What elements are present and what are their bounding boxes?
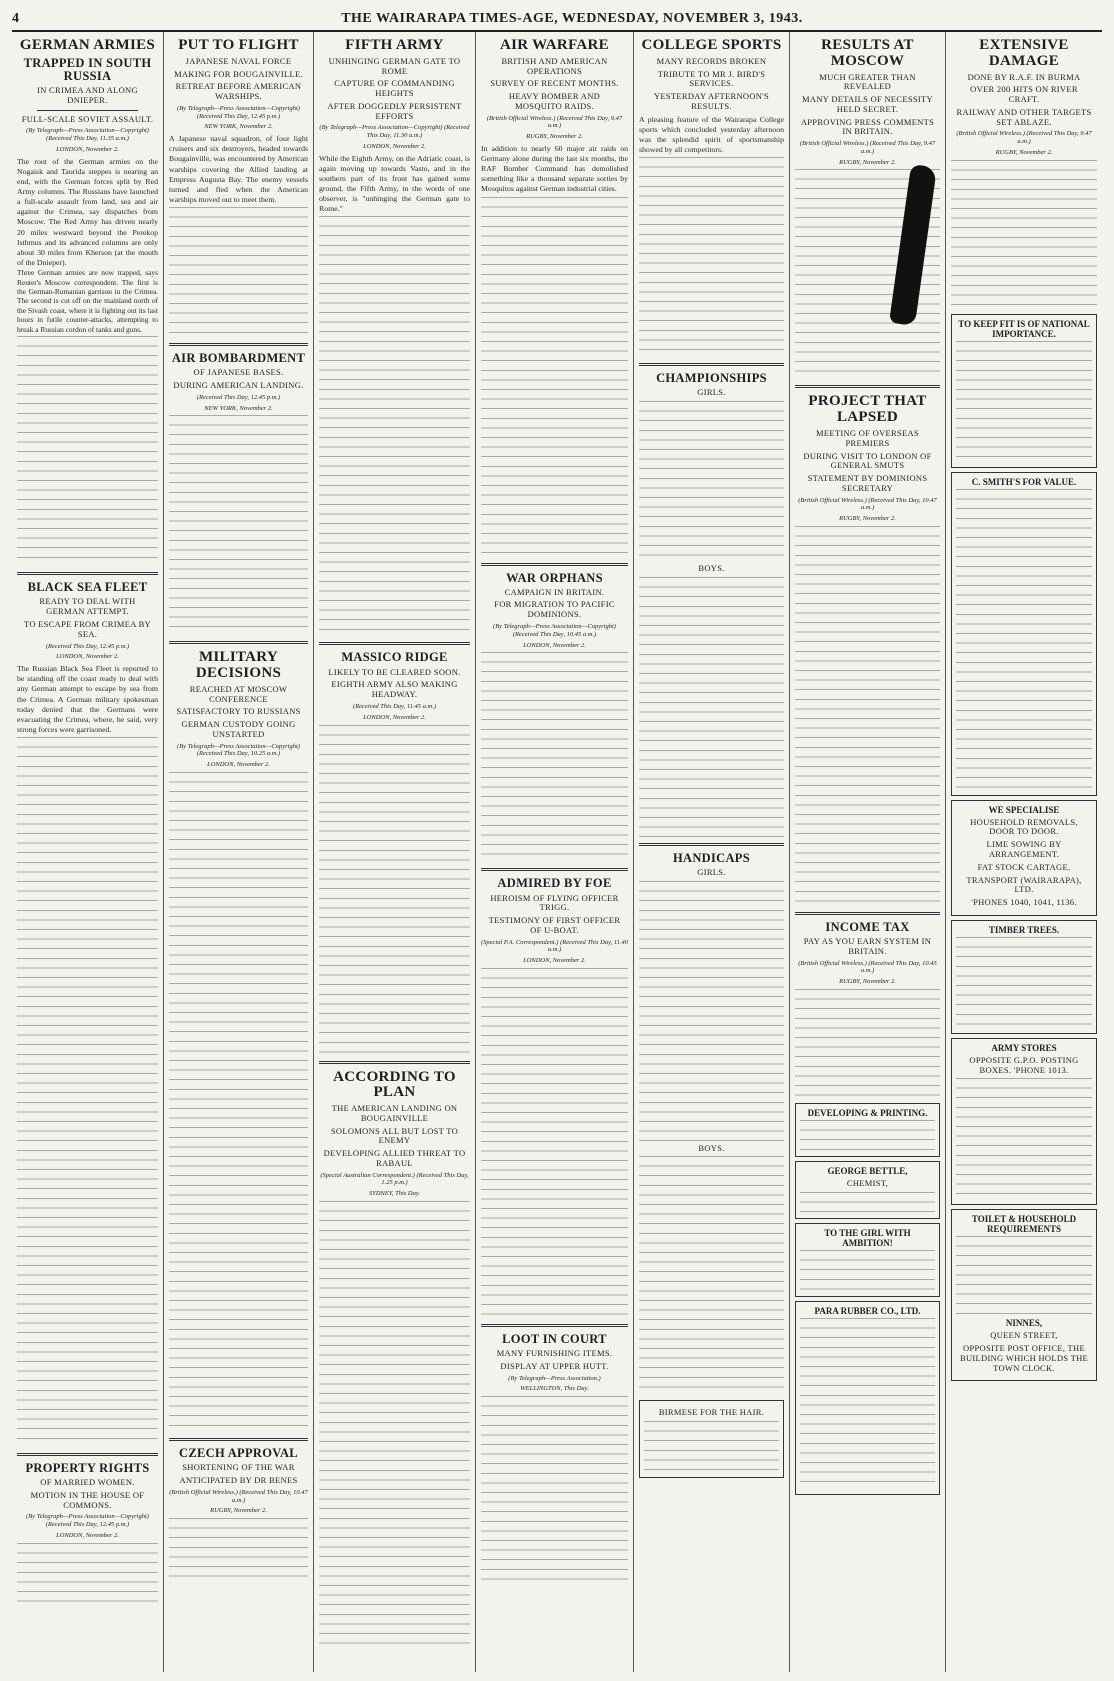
- article-text-block: [481, 968, 628, 1318]
- subhead: MANY FURNISHING ITEMS.: [496, 1348, 613, 1359]
- subhead: MOTION IN THE HOUSE OF COMMONS.: [30, 1489, 145, 1510]
- column-2: [164, 32, 314, 1672]
- dateline: LONDON, November 2.: [363, 142, 426, 150]
- article-body: Three German armies are now trapped, says Reuter's Moscow correspondent. The first is the German-Rumanian garrison in the Crimea. The second is cut off on the mainland north of the Sivash coast, where it is fighting out its last hours in futile counter-attacks, attempting to break a Russian cordon of tanks and guns.: [17, 268, 158, 334]
- subhead-boys: BOYS.: [698, 562, 725, 573]
- subhead: AFTER DOGGEDLY PERSISTENT EFFORTS: [327, 100, 462, 121]
- headline-put-to-flight: PUT TO FLIGHT: [178, 37, 299, 53]
- headline-air-bombardment: AIR BOMBARDMENT: [171, 351, 306, 366]
- headline-fifth-army: FIFTH ARMY: [345, 37, 444, 53]
- subhead-boys: BOYS.: [698, 1142, 725, 1153]
- subhead: HEAVY BOMBER AND MOSQUITO RAIDS.: [508, 91, 601, 111]
- credit-line: (British Official Wireless.) (Received This Day, 9.47 a.m.): [956, 130, 1092, 146]
- ad-title: ARMY STORES: [991, 1042, 1057, 1053]
- ad-subtitle: CHEMIST,: [846, 1178, 889, 1189]
- results-text-block: [639, 577, 784, 837]
- ad-title: GEORGE BETTLE,: [827, 1166, 908, 1177]
- advertisement-developing: [795, 1103, 940, 1157]
- credit-line: (By Telegraph—Press Association—Copyright) (Received This Day, 12.45 p.m.): [177, 104, 300, 120]
- advertisement-para-rubber: [795, 1301, 940, 1495]
- ad-title: TO THE GIRL WITH AMBITION!: [824, 1227, 911, 1248]
- article-text-block: [795, 526, 940, 906]
- article-text-block: [481, 1396, 628, 1586]
- subhead: PAY AS YOU EARN SYSTEM IN BRITAIN.: [803, 936, 932, 956]
- subhead: FOR MIGRATION TO PACIFIC DOMINIONS.: [494, 599, 615, 620]
- headline-admired-by-foe: ADMIRED BY FOE: [497, 876, 612, 891]
- results-text-block: [639, 1156, 784, 1396]
- credit-line: (By Telegraph—Press Association—Copyright) (Received This Day, 11.30 a.m.): [319, 124, 470, 140]
- subhead: YESTERDAY AFTERNOON'S RESULTS.: [653, 91, 770, 111]
- subhead: TO ESCAPE FROM CRIMEA BY SEA.: [23, 619, 151, 639]
- column-3: [314, 32, 476, 1672]
- headline-war-orphans: WAR ORPHANS: [506, 570, 603, 585]
- headline-extensive-damage: EXTENSIVE DAMAGE: [979, 37, 1069, 69]
- subhead: STATEMENT BY DOMINIONS SECRETARY: [807, 473, 928, 493]
- credit-line: (British Official Wireless.) (Received This Day, 9.47 a.m.): [486, 114, 623, 130]
- ad-title: PARA RUBBER CO., LTD.: [814, 1305, 921, 1316]
- credit-line: (Special P.A. Correspondent.) (Received This Day, 11.40 a.m.): [481, 938, 629, 954]
- article-text-block: [319, 1201, 470, 1651]
- headline-championships: CHAMPIONSHIPS: [656, 371, 767, 386]
- credit-line: (By Telegraph—Press Association—Copyright) (Received This Day, 11.35 a.m.): [26, 127, 149, 143]
- ad-line: OPPOSITE POST OFFICE, THE BUILDING WHICH HOLDS THE TOWN CLOCK.: [960, 1343, 1089, 1373]
- subhead: SHORTENING OF THE WAR: [182, 1462, 295, 1473]
- ad-title: TIMBER TREES.: [988, 924, 1060, 935]
- article-text-block: [169, 1518, 308, 1578]
- subhead: FULL-SCALE SOVIET ASSAULT.: [21, 113, 154, 124]
- dateline: RUGBY, November 2.: [839, 158, 896, 166]
- dateline: RUGBY, November 2.: [995, 148, 1053, 156]
- subhead: CAMPAIGN IN BRITAIN.: [504, 586, 605, 597]
- article-lead: The Russian Black Sea Fleet is reported to be standing off the coast ready to deal with any German attempt to escape by sea from the Crimea. A German military spokesman today denied that the Germans were evacuating the Crimea, where, he said, very strong forces were garrisoned.: [17, 664, 158, 734]
- subhead: DISPLAY AT UPPER HUTT.: [500, 1360, 609, 1371]
- subhead: EIGHTH ARMY ALSO MAKING HEADWAY.: [331, 679, 458, 700]
- masthead: [12, 8, 1102, 32]
- ad-line: QUEEN STREET,: [990, 1330, 1058, 1341]
- dateline: LONDON, November 2.: [56, 653, 119, 661]
- subhead: TRIBUTE TO MR J. BIRD'S SERVICES.: [657, 68, 766, 89]
- headline-german-armies: GERMAN ARMIES: [19, 37, 156, 53]
- credit-line: (By Telegraph—Press Association.): [508, 1374, 601, 1382]
- ad-title: TO KEEP FIT IS OF NATIONAL IMPORTANCE.: [958, 318, 1090, 339]
- subhead: GERMAN CUSTODY GOING UNSTARTED: [181, 719, 296, 739]
- subhead: BRITISH AND AMERICAN OPERATIONS: [501, 55, 608, 76]
- advertisement-timber: [951, 920, 1097, 1034]
- credit-line: (British Official Wireless.) (Received This Day, 10.47 a.m.): [798, 496, 937, 512]
- article-text-block: [951, 160, 1097, 310]
- subhead: MEETING OF OVERSEAS PREMIERS: [816, 427, 919, 448]
- subhead: DURING AMERICAN LANDING.: [173, 379, 304, 390]
- headline-czech-approval: CZECH APPROVAL: [179, 1446, 298, 1461]
- headline-results-at-moscow: RESULTS AT MOSCOW: [821, 37, 914, 69]
- subhead: RETREAT BEFORE AMERICAN WARSHIPS.: [175, 81, 302, 102]
- dateline: RUGBY, November 2.: [839, 515, 896, 523]
- article-lead: A pleasing feature of the Wairarapa College sports which concluded yesterday afternoon was the splendid spirit of sportsmanship showed by all competitors.: [639, 114, 784, 154]
- headline-massico-ridge: MASSICO RIDGE: [341, 650, 448, 665]
- ad-phone: 'PHONES 1040, 1041, 1136.: [971, 897, 1077, 908]
- subhead-girls: GIRLS.: [697, 866, 726, 877]
- article-lead: A Japanese naval squadron, of four light cruisers and six destroyers, headed towards Bougainville, was encountered by American warships covering the Allied landing at Empress Augusta Bay. The enemy vessels turned and fled when the American warships moved out to meet them.: [169, 134, 308, 204]
- headline-loot-in-court: LOOT IN COURT: [502, 1331, 607, 1346]
- subhead: OF JAPANESE BASES.: [193, 367, 284, 378]
- headline-handicaps: HANDICAPS: [672, 850, 750, 865]
- column-1: [12, 32, 164, 1672]
- dateline: RUGBY, November 2.: [210, 1507, 267, 1515]
- subhead: TRAPPED IN SOUTH RUSSIA: [23, 55, 152, 83]
- subhead: OVER 200 HITS ON RIVER CRAFT.: [970, 84, 1078, 105]
- ad-title: C. SMITH'S FOR VALUE.: [971, 476, 1077, 487]
- credit-line: (Received This Day, 12.45 p.m.): [196, 393, 281, 401]
- columns: [12, 32, 1102, 1672]
- subhead: RAILWAY AND OTHER TARGETS SET ABLAZE.: [956, 106, 1092, 127]
- headline-college-sports: COLLEGE SPORTS: [641, 37, 782, 53]
- credit-line: (Received This Day, 12.45 p.m.): [45, 642, 130, 650]
- credit-line: (British Official Wireless.) (Received This Day, 9.47 a.m.): [799, 140, 936, 155]
- dateline: WELLINGTON, This Day.: [520, 1385, 589, 1393]
- dateline: LONDON, November 2.: [207, 761, 270, 769]
- credit-line: (By Telegraph—Press Association—Copyright) (Received This Day, 10.45 a.m.): [493, 623, 616, 638]
- column-7: [946, 32, 1102, 1672]
- dateline: RUGBY, November 2.: [526, 133, 583, 141]
- dateline: NEW YORK, November 2.: [204, 404, 273, 412]
- subhead: SURVEY OF RECENT MONTHS.: [490, 78, 619, 89]
- subhead: APPROVING PRESS COMMENTS IN BRITAIN.: [800, 116, 935, 137]
- ad-title: TOILET & HOUSEHOLD REQUIREMENTS: [971, 1214, 1077, 1235]
- credit-line: (Received This Day, 11.45 a.m.): [353, 702, 436, 710]
- ad-title: BIRMESE FOR THE HAIR.: [658, 1407, 765, 1418]
- subhead: THE AMERICAN LANDING ON BOUGAINVILLE: [331, 1103, 458, 1123]
- subhead: MANY DETAILS OF NECESSITY HELD SECRET.: [802, 94, 933, 114]
- results-text-block: [639, 401, 784, 561]
- advertisement-c-smith: [951, 472, 1097, 796]
- article-text-block: [481, 197, 628, 557]
- credit-line: (British Official Wireless.) (Received This Day, 10.47 a.m.): [169, 1488, 308, 1504]
- credit-line: (By Telegraph—Press Association—Copyright) (Received This Day, 10.25 a.m.): [177, 742, 300, 758]
- subhead: CAPTURE OF COMMANDING HEIGHTS: [334, 78, 455, 99]
- article-text-block: [319, 725, 470, 1055]
- advertisement-hollywood-school: [795, 1223, 940, 1297]
- headline-military-decisions: MILITARY DECISIONS: [195, 649, 282, 682]
- advertisement-keep-fit: [951, 314, 1097, 468]
- headline-property-rights: PROPERTY RIGHTS: [25, 1461, 150, 1475]
- advertisement-chemist: [795, 1161, 940, 1219]
- dateline: LONDON, November 2.: [56, 145, 119, 153]
- subhead: HEROISM OF FLYING OFFICER TRIGG.: [490, 892, 619, 913]
- article-lead: In addition to nearly 60 major air raids on Germany alone during the last six months, the RAF Bomber Command has demolished something like a thousand separate sorties by Mosquitos against German industrial cities.: [481, 143, 628, 194]
- ad-line: HOUSEHOLD REMOVALS, DOOR TO DOOR.: [970, 816, 1078, 837]
- headline-income-tax: INCOME TAX: [825, 919, 910, 934]
- column-5: [634, 32, 790, 1672]
- article-text-block: [639, 157, 784, 357]
- dateline: NEW YORK, November 2.: [204, 123, 273, 131]
- dateline: LONDON, November 2.: [363, 713, 426, 721]
- headline-black-sea-fleet: BLACK SEA FLEET: [27, 580, 148, 595]
- advertisement-transport: [951, 800, 1097, 916]
- ad-line: FAT STOCK CARTAGE.: [977, 861, 1071, 872]
- subhead: UNHINGING GERMAN GATE TO ROME: [328, 55, 461, 76]
- subhead: TESTIMONY OF FIRST OFFICER OF U-BOAT.: [488, 915, 621, 935]
- article-text-block: [169, 772, 308, 1432]
- article-text-block: [795, 989, 940, 1099]
- dateline: LONDON, November 2.: [56, 1532, 119, 1540]
- ad-store-name: NINNES,: [1005, 1318, 1043, 1329]
- subhead: LIKELY TO BE CLEARED SOON.: [328, 666, 461, 677]
- page-number: 4: [12, 11, 19, 26]
- ad-subtitle: OPPOSITE G.P.O. POSTING BOXES. 'PHONE 1013.: [969, 1054, 1079, 1075]
- subhead: MUCH GREATER THAN REVEALED: [819, 71, 916, 92]
- article-text-block: [17, 1543, 158, 1603]
- ad-title: WE SPECIALISE: [988, 804, 1060, 815]
- column-4: [476, 32, 634, 1672]
- subhead: SATISFACTORY TO RUSSIANS: [176, 706, 301, 717]
- dateline: LONDON, November 2.: [523, 641, 586, 649]
- subhead: SOLOMONS ALL BUT LOST TO ENEMY: [330, 1125, 459, 1146]
- newspaper-title: THE WAIRARAPA TIMES-AGE, WEDNESDAY, NOVEMBER 3, 1943.: [341, 11, 803, 26]
- subhead: DEVELOPING ALLIED THREAT TO RABAUL: [323, 1148, 466, 1168]
- ad-line: LIME SOWING BY ARRANGEMENT.: [986, 839, 1062, 860]
- headline-according-to-plan: ACCORDING TO PLAN: [333, 1068, 456, 1101]
- headline-air-warfare: AIR WARFARE: [499, 37, 609, 53]
- article-text-block: [169, 207, 308, 337]
- subhead-girls: GIRLS.: [697, 387, 726, 398]
- ad-title: DEVELOPING & PRINTING.: [807, 1108, 928, 1119]
- article-text-block: [481, 652, 628, 862]
- subhead: MANY RECORDS BROKEN: [656, 55, 767, 66]
- article-text-block: [319, 216, 470, 636]
- advertisement-toilet-household: [951, 1209, 1097, 1381]
- article-text-block: [17, 336, 158, 566]
- credit-line: (British Official Wireless.) (Received This Day, 10.45 a.m.): [798, 959, 937, 975]
- column-6: [790, 32, 946, 1672]
- article-text-block: [17, 737, 158, 1447]
- headline-project-that-lapsed: PROJECT THAT LAPSED: [808, 393, 927, 426]
- credit-line: (Special Australian Correspondent.) (Received This Day, 1.25 p.m.): [320, 1171, 469, 1187]
- subhead: ANTICIPATED BY DR BENES: [179, 1474, 298, 1485]
- credit-line: (By Telegraph—Press Association—Copyright) (Received This Day, 12.45 p.m.): [26, 1513, 149, 1529]
- dateline: RUGBY, November 2.: [839, 978, 896, 986]
- article-text-block: [169, 415, 308, 635]
- article-lead: The rout of the German armies on the Nogaisk and Taurida steppes is nearing an end, with the German forces split by Red Army columns. The Russians have launched a full-scale assault from land, sea and air against the Crimea, say dispatches from Moscow. The Red Army has driven nearly 20 miles westward beyond the Perekop Isthmus and its advanced columns are only about 30 miles from Kherson (at the mouth of the Dnieper).: [17, 156, 158, 267]
- subhead: JAPANESE NAVAL FORCE: [185, 55, 292, 66]
- advertisement-birmese: [639, 1400, 784, 1478]
- advertisement-army-stores: [951, 1038, 1097, 1206]
- subhead: MAKING FOR BOUGAINVILLE.: [174, 68, 303, 79]
- article-lead: While the Eighth Army, on the Adriatic coast, is again moving up towards Vasto, and in the southern part of its front has gained some ground, the Fifth Army, in the words of one observer, is "unhinging the German gate to Rome.": [319, 153, 470, 214]
- subhead: DURING VISIT TO LONDON OF GENERAL SMUTS: [803, 450, 932, 471]
- subhead: IN CRIMEA AND ALONG DNIEPER.: [37, 85, 138, 105]
- ad-line: TRANSPORT (WAIRARAPA), LTD.: [966, 874, 1082, 895]
- subhead: OF MARRIED WOMEN.: [40, 1477, 135, 1488]
- dateline: LONDON, November 2.: [523, 957, 586, 965]
- subhead: DONE BY R.A.F. IN BURMA: [967, 71, 1081, 82]
- results-text-block: [639, 881, 784, 1141]
- subhead: READY TO DEAL WITH GERMAN ATTEMPT.: [39, 596, 136, 617]
- subhead: REACHED AT MOSCOW CONFERENCE: [189, 683, 288, 704]
- dateline: SYDNEY, This Day.: [368, 1190, 421, 1198]
